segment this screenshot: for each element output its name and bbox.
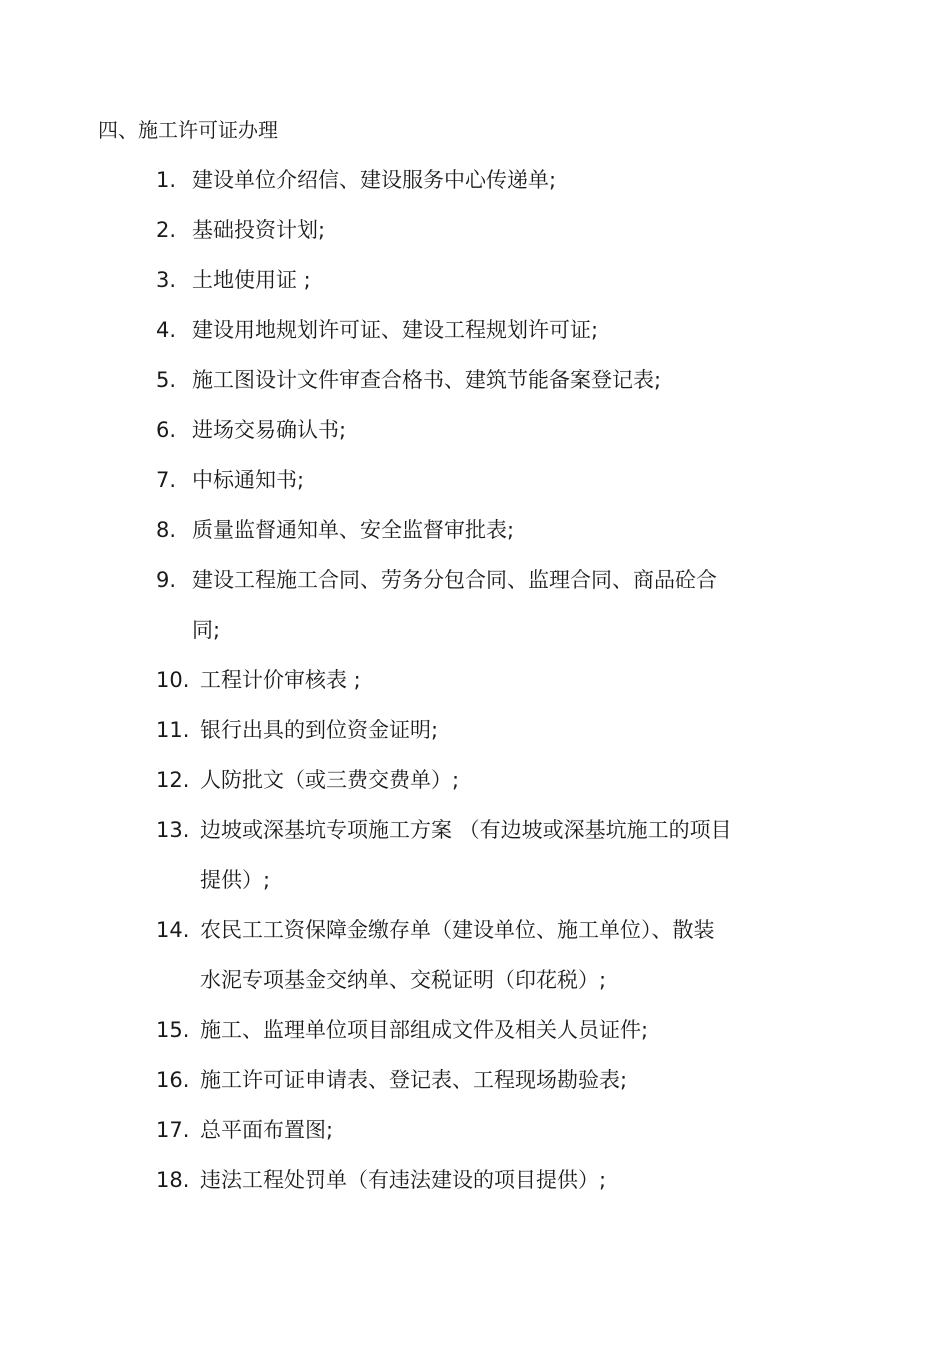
item-text-line: 人防批文（或三费交费单）; (200, 768, 460, 792)
item-text-line: 水泥专项基金交纳单、交税证明（印花税）; (200, 968, 607, 992)
item-text (192, 216, 816, 244)
list-item (156, 766, 816, 794)
list-item (156, 366, 816, 394)
list-item (156, 266, 816, 294)
list-item (156, 1066, 816, 1094)
item-text-line: 施工、监理单位项目部组成文件及相关人员证件; (200, 1018, 649, 1042)
item-text-line: 工程计价审核表 ; (200, 668, 361, 692)
list-item (156, 1166, 816, 1194)
item-number: 17. (156, 1118, 190, 1142)
item-text (200, 716, 816, 744)
item-text (200, 1116, 816, 1144)
item-text (200, 666, 816, 694)
item-text-line: 违法工程处罚单（有违法建设的项目提供）; (200, 1168, 607, 1192)
list-item (156, 216, 816, 244)
list-item (156, 466, 816, 494)
item-number: 7. (156, 468, 177, 492)
item-text (200, 766, 816, 794)
item-number: 18. (156, 1168, 190, 1192)
item-text-line: 进场交易确认书; (192, 418, 347, 442)
item-text-line: 同; (192, 618, 221, 642)
item-text-line: 建设工程施工合同、劳务分包合同、监理合同、商品砼合 (192, 568, 717, 592)
item-number: 10. (156, 668, 190, 692)
list-item (156, 816, 816, 894)
item-number: 5. (156, 368, 177, 392)
item-number: 13. (156, 818, 190, 842)
item-text-line: 农民工工资保障金缴存单（建设单位、施工单位）、散装 (200, 918, 715, 942)
list-item (156, 316, 816, 344)
item-text-line: 基础投资计划; (192, 218, 326, 242)
list-item (156, 516, 816, 544)
item-text-line: 总平面布置图; (200, 1118, 334, 1142)
item-text-line: 施工图设计文件审查合格书、建筑节能备案登记表; (192, 368, 662, 392)
section-heading: 四、施工许可证办理 (98, 118, 278, 142)
list-item (156, 566, 816, 644)
item-number: 2. (156, 218, 177, 242)
requirements-list (156, 166, 816, 1216)
item-text-line: 边坡或深基坑专项施工方案 （有边坡或深基坑施工的项目 (200, 818, 732, 842)
item-text (192, 316, 816, 344)
item-text (192, 516, 816, 544)
list-item (156, 716, 816, 744)
list-item (156, 166, 816, 194)
item-number: 9. (156, 568, 177, 592)
item-text (192, 566, 816, 644)
item-number: 3. (156, 268, 177, 292)
item-text-line: 建设用地规划许可证、建设工程规划许可证; (192, 318, 599, 342)
item-text (192, 416, 816, 444)
item-text-line: 建设单位介绍信、建设服务中心传递单; (192, 168, 557, 192)
item-number: 14. (156, 918, 190, 942)
item-number: 1. (156, 168, 177, 192)
item-text (200, 1016, 816, 1044)
item-number: 11. (156, 718, 190, 742)
item-text-line: 提供）; (200, 868, 271, 892)
item-number: 12. (156, 768, 190, 792)
list-item (156, 916, 816, 994)
item-text (192, 366, 816, 394)
item-text-line: 中标通知书; (192, 468, 305, 492)
item-text (200, 1166, 816, 1194)
item-text-line: 质量监督通知单、安全监督审批表; (192, 518, 515, 542)
list-item (156, 1016, 816, 1044)
list-item (156, 666, 816, 694)
item-number: 16. (156, 1068, 190, 1092)
item-text (192, 166, 816, 194)
item-text-line: 土地使用证 ; (192, 268, 311, 292)
list-item (156, 1116, 816, 1144)
item-text (192, 466, 816, 494)
item-text-line: 银行出具的到位资金证明; (200, 718, 439, 742)
item-number: 15. (156, 1018, 190, 1042)
item-text (200, 1066, 816, 1094)
item-text (200, 916, 816, 994)
list-item (156, 416, 816, 444)
item-text (192, 266, 816, 294)
item-text-line: 施工许可证申请表、登记表、工程现场勘验表; (200, 1068, 628, 1092)
item-number: 8. (156, 518, 177, 542)
item-text (200, 816, 816, 894)
item-number: 4. (156, 318, 177, 342)
item-number: 6. (156, 418, 177, 442)
